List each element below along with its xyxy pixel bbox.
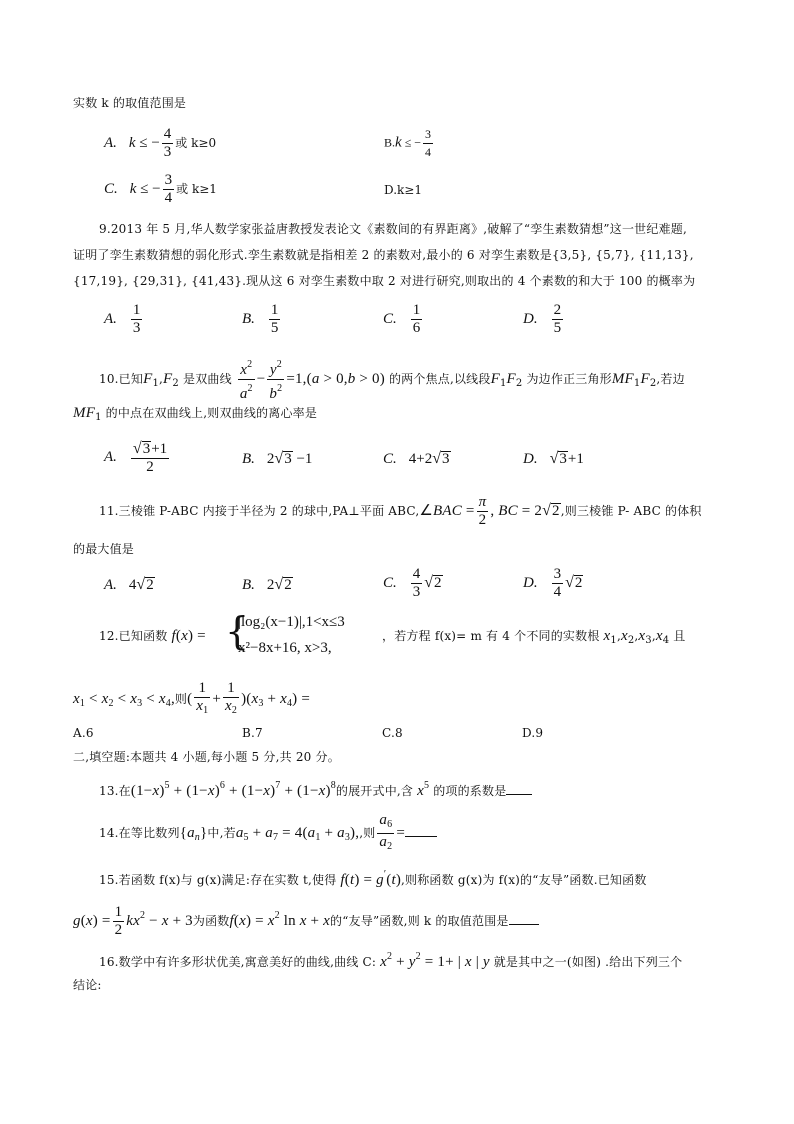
q9-option-a: A. $\frac{1}{3}$: [104, 302, 141, 336]
q8-stem: 实数 k 的取值范围是: [73, 96, 187, 110]
q16-line2: 结论:: [73, 978, 102, 992]
q13-blank[interactable]: [506, 782, 532, 795]
q12-line1-a: 12.已知函数 f(x) =: [99, 628, 206, 644]
q11-option-d: D. $\frac{3}{4}$ √2: [523, 566, 583, 600]
q12-case2: x²−8x+16, x>3,: [238, 640, 332, 656]
q10-option-c: C. 4+2√3: [383, 450, 450, 467]
q10-option-a: A. $\frac{√3+1}{2}$: [104, 440, 168, 475]
q12-option-a: A.6: [73, 726, 94, 740]
q9-line3: {17,19}, {29,31}, {41,43}.现从这 6 对孪生素数中取 2 对进行研究,则取出的 4 个素数的和大于 100 的概率为: [73, 274, 696, 288]
q12-case1: |log₂(x−1)|,1<x≤3: [238, 614, 345, 630]
q11-line1: 11.三棱锥 P-ABC 内接于半径为 2 的球中,PA⊥平面 ABC,∠BAC = $\frac{\pi}{2}$ , BC = 2√2,则三棱锥 P- ABC 的体积: [99, 494, 702, 528]
q8-option-a: A. k ≤ − $\frac{4}{3}$ 或 k≥0: [104, 126, 217, 160]
q8-option-c: C. k ≤ − $\frac{3}{4}$ 或 k≥1: [104, 172, 217, 206]
q12-option-b: B.7: [242, 726, 263, 740]
q15-blank[interactable]: [509, 912, 539, 925]
q11-option-c: C. $\frac{4}{3}$ √2: [383, 566, 442, 600]
q8-option-b: B.k ≤ − $\frac{3}{4}$: [384, 127, 432, 159]
q9-option-d: D. $\frac{2}{5}$: [523, 302, 562, 336]
q16-line1: 16.数学中有许多形状优美,寓意美好的曲线,曲线 C: $x^2 + y^2 = 1+$ | x | y 就是其中之一(如图) .给出下列三个: [99, 951, 683, 970]
q9-option-c: C. $\frac{1}{6}$: [383, 302, 421, 336]
q9-line1: 9.2013 年 5 月,华人数学家张益唐教授发表论文《素数间的有界距离》,破解了“孪生素数猜想”这一世纪难题,: [99, 222, 687, 236]
q15-line2: g(x) = $\frac{1}{2}$ $kx^2 - x + 3$为函数$f(x) = x^2$ ln x + x的“友导”函数,则 k 的取值范围是: [73, 898, 539, 939]
q14: 14.在等比数列$\{a_n\}$中,若$a_5 + a_7 = 4(a_1 + a_3)$,,则 $\frac{a_6}{a_2}$ =: [99, 812, 437, 856]
q8-option-d: D.k≥1: [384, 183, 422, 197]
q9-option-b: B. $\frac{1}{5}$: [242, 302, 279, 336]
q12-option-d: D.9: [522, 726, 544, 740]
q12-line2: $x_1 < x_2 < x_3 < x_4$,则( $\frac{1}{x_1}$ + $\frac{1}{x_2}$ )$(x_3 + x_4)$ =: [73, 680, 310, 716]
q11-option-b: B. 2√2: [242, 576, 292, 593]
q13: 13.在$(1-x)^5 + (1-x)^6 + (1-x)^7 + (1-x)^8$的展开式中,含 $x^5$ 的项的系数是: [99, 778, 532, 799]
q12-line1-b: ，若方程 f(x)= m 有 4 个不同的实数根 $x_1,x_2,x_3,x_4$ 且: [382, 628, 686, 646]
q10-line1: 10.已知$F_1,F_2$ 是双曲线 $\frac{x^2}{a^2}$ − $\frac{y^2}{b^2}$ =1,(a > 0,b > 0) 的两个焦点,以线段$F_1F_2$ 为边作正三角形$MF_1F_2$,若边: [99, 356, 685, 403]
q11-option-a: A. 4√2: [104, 576, 154, 593]
section-heading-fill-in: 二,填空题:本题共 4 小题,每小题 5 分,共 20 分。: [73, 750, 340, 764]
q12-brace: {: [225, 609, 250, 653]
q15-line1: 15.若函数 f(x)与 g(x)满足:存在实数 t,使得 f(t) = g′(t),则称函数 g(x)为 f(x)的“友导”函数.已知函数: [99, 869, 647, 888]
q10-option-b: B. 2√3 −1: [242, 450, 313, 467]
q11-line2: 的最大值是: [73, 542, 135, 556]
q10-line2: $MF_1$ 的中点在双曲线上,则双曲线的离心率是: [73, 405, 318, 423]
q12-option-c: C.8: [382, 726, 403, 740]
q9-line2: 证明了孪生素数猜想的弱化形式.孪生素数就是指相差 2 的素数对,最小的 6 对孪生素数是{3,5}, {5,7}, {11,13},: [73, 248, 694, 262]
q14-blank[interactable]: [405, 824, 437, 837]
q10-option-d: D. √3+1: [523, 450, 584, 467]
